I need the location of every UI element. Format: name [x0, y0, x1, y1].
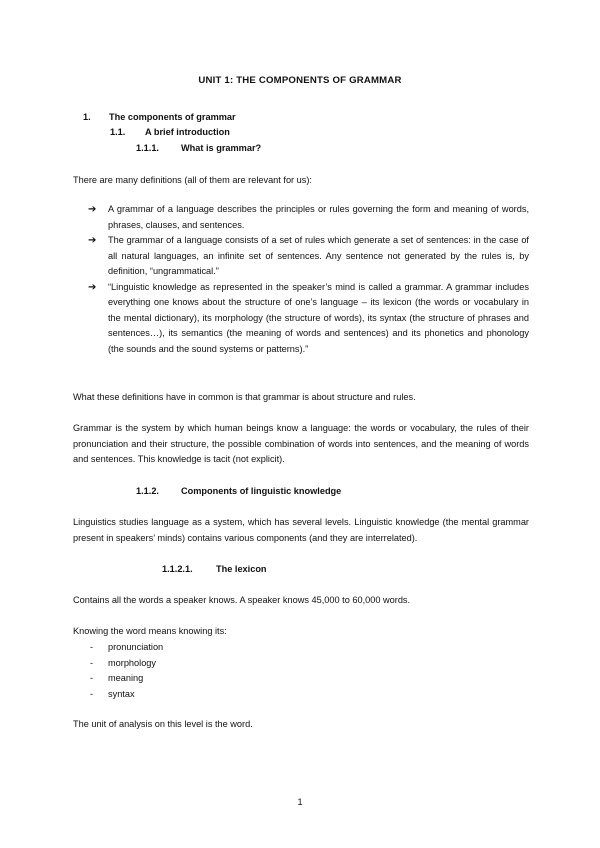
- definition-text: The grammar of a language consists of a set of rules which generate a set of sentences: in the case of all natural languages, an infinite set of sentences. Any sentence not generated by the rules is, by definition, “ungrammatical.”: [108, 235, 529, 276]
- definitions-list: [88, 202, 529, 357]
- arrow-right-icon: ➔: [88, 281, 97, 293]
- page-title: UNIT 1: THE COMPONENTS OF GRAMMAR: [198, 75, 402, 86]
- list-item: [90, 640, 163, 656]
- lexicon-paragraph: Contains all the words a speaker knows. A speaker knows 45,000 to 60,000 words.: [73, 595, 411, 605]
- dash-bullet: -: [90, 673, 94, 683]
- list-item-text: syntax: [108, 688, 135, 699]
- knowing-paragraph: Knowing the word means knowing its:: [73, 626, 227, 636]
- heading-1: [83, 110, 236, 126]
- list-item: [90, 656, 163, 672]
- dash-bullet: -: [90, 657, 94, 668]
- list-item-text: pronunciation: [108, 642, 164, 652]
- page-number: 1: [297, 797, 303, 807]
- heading-1-1-number: 1.1.: [110, 127, 126, 137]
- heading-1-1-2-text: Components of linguistic knowledge: [181, 486, 342, 496]
- heading-1-1-1: [136, 141, 261, 157]
- list-item-text: meaning: [108, 673, 144, 683]
- list-item: [90, 687, 163, 703]
- arrow-right-icon: ➔: [88, 204, 97, 215]
- definition-text: “Linguistic knowledge as represented in the speaker’s mind is called a grammar. A grammar includes everything one knows about the structure of one’s language – its lexicon (the words or vocabulary in the mental dictionary), its morphology (the structure of words), its syntax (the structure of phrases and sentences…), its semantics (the meaning of words and sentences) and its phonetics and phonology (the sounds and the sound systems or patterns).”: [108, 281, 529, 354]
- definition-item: [88, 233, 529, 280]
- list-item-text: morphology: [108, 657, 157, 668]
- heading-1-1-1-text: What is grammar?: [181, 143, 262, 153]
- linguistics-paragraph: Linguistics studies language as a system, which has several levels. Linguistic knowledge (the mental grammar present in speakers’ minds) contains various components (and they are interrelated).: [73, 517, 529, 543]
- dash-bullet: -: [90, 688, 94, 699]
- definition-item: [88, 202, 529, 233]
- heading-1-1-2-1: [162, 562, 267, 578]
- intro-paragraph: There are many definitions (all of them are relevant for us):: [73, 175, 312, 185]
- common-paragraph: What these definitions have in common is that grammar is about structure and rules.: [73, 392, 416, 402]
- heading-1-1-2-number: 1.1.2.: [136, 486, 159, 496]
- definition-text: A grammar of a language describes the principles or rules governing the form and meaning of words, phrases, clauses, and sentences.: [108, 204, 529, 230]
- knowing-list: [90, 640, 163, 702]
- heading-1-1-2-1-number: 1.1.2.1.: [162, 564, 193, 574]
- heading-1-1: [110, 125, 230, 141]
- heading-1-number: 1.: [83, 112, 91, 122]
- heading-1-1-2-1-text: The lexicon: [216, 564, 267, 574]
- definition-item: [88, 280, 529, 358]
- list-item: [90, 671, 163, 687]
- heading-1-1-2: [136, 484, 341, 500]
- unit-paragraph: The unit of analysis on this level is the word.: [73, 719, 253, 729]
- dash-bullet: -: [90, 642, 94, 652]
- heading-1-1-1-number: 1.1.1.: [136, 143, 159, 153]
- heading-1-1-text: A brief introduction: [145, 127, 230, 137]
- grammar-system-paragraph: Grammar is the system by which human beings know a language: the words or vocabulary, the rules of their pronunciation and their structure, the possible combination of words into sentences, and the meaning of words and sentences. This knowledge is tacit (not explicit).: [73, 423, 529, 464]
- arrow-right-icon: ➔: [88, 235, 97, 246]
- heading-1-text: The components of grammar: [109, 112, 236, 122]
